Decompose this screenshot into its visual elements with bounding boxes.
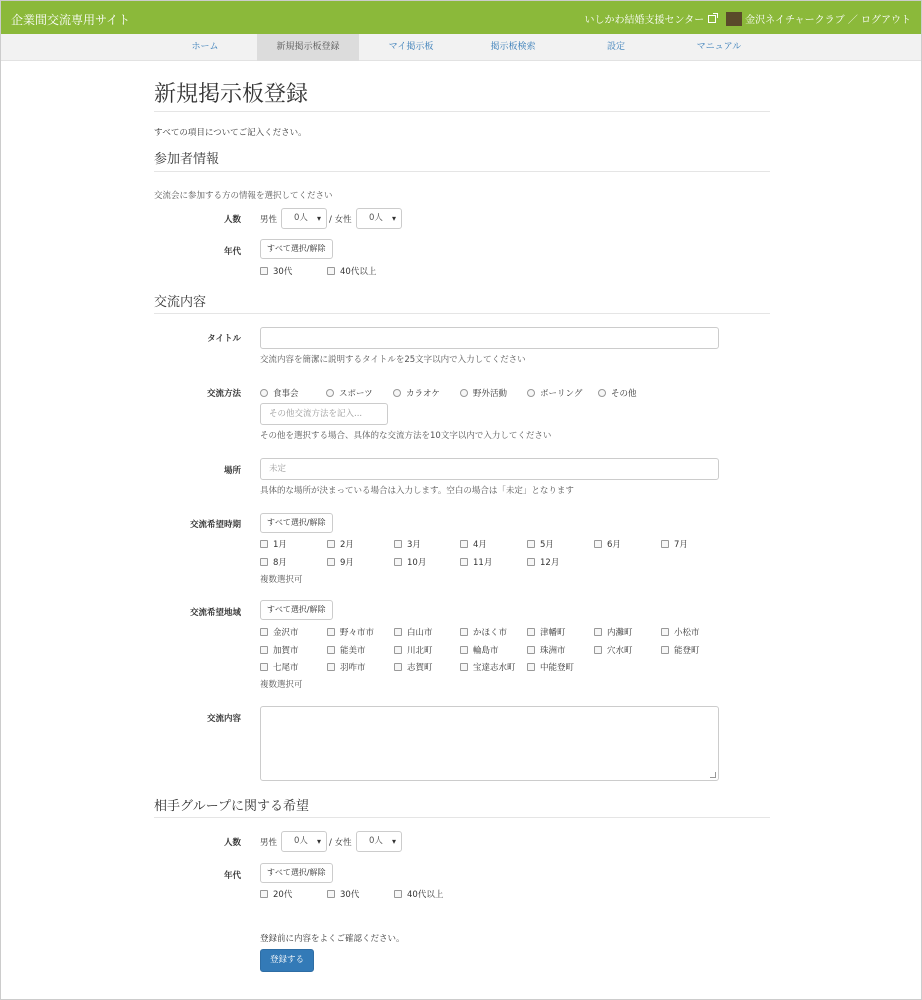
radio-circle[interactable] (598, 389, 606, 397)
partner-age-checkbox-40plus[interactable] (394, 888, 443, 900)
radio-label: スポーツ (339, 389, 373, 399)
partner-female-label: / 女性 (329, 838, 352, 848)
checkbox-box[interactable] (260, 890, 268, 898)
checkbox-box[interactable] (260, 558, 268, 566)
nav-my-board[interactable]: マイ掲示板 (388, 42, 434, 52)
title-input[interactable] (260, 327, 719, 349)
content-heading: 交流内容 (154, 295, 207, 310)
submit-button[interactable]: 登録する (260, 949, 314, 972)
radio-label: カラオケ (406, 389, 440, 399)
page-title: 新規掲示板登録 (154, 82, 309, 107)
checkbox-box[interactable] (527, 558, 535, 566)
checkbox-label: 30代 (340, 890, 360, 900)
radio-label: その他 (611, 389, 637, 399)
checkbox-box[interactable] (661, 540, 669, 548)
radio-circle[interactable] (326, 389, 334, 397)
divider (154, 171, 770, 172)
place-label: 場所 (223, 466, 241, 476)
divider (154, 313, 770, 314)
other-method-input[interactable]: その他交流方法を記入... (260, 403, 388, 425)
checkbox-box[interactable] (327, 558, 335, 566)
checkbox-label: 珠洲市 (540, 646, 566, 656)
checkbox-label: 2月 (340, 540, 354, 550)
checkbox-label: 7月 (674, 540, 688, 550)
area-checkbox[interactable] (594, 644, 633, 656)
checkbox-box[interactable] (394, 628, 402, 636)
radio-circle[interactable] (260, 389, 268, 397)
checkbox-label: 白山市 (407, 628, 433, 638)
area-checkbox[interactable] (460, 644, 499, 656)
checkbox-label: 中能登町 (540, 663, 575, 673)
area-checkbox[interactable] (460, 626, 507, 638)
month-checkbox[interactable] (394, 538, 421, 550)
checkbox-box[interactable] (394, 890, 402, 898)
checkbox-box[interactable] (460, 646, 468, 654)
top-bar (1, 1, 921, 34)
period-label: 交流希望時期 (189, 520, 241, 530)
checkbox-box[interactable] (594, 628, 602, 636)
age-checkbox-30s[interactable] (260, 265, 292, 277)
checkbox-label: 9月 (340, 558, 354, 568)
month-checkbox[interactable] (394, 556, 426, 568)
area-checkbox[interactable] (260, 644, 299, 656)
area-checkbox[interactable] (527, 626, 566, 638)
checkbox-label: 11月 (473, 558, 493, 568)
partner-age-label: 年代 (223, 871, 241, 881)
partner-age-checkbox-20s[interactable] (260, 888, 292, 900)
checkbox-box[interactable] (327, 646, 335, 654)
month-checkbox[interactable] (527, 538, 554, 550)
participants-desc: 交流会に参加する方の情報を選択してください (154, 191, 333, 201)
checkbox-box[interactable] (460, 628, 468, 636)
area-checkbox[interactable] (394, 626, 433, 638)
partner-female-count-select[interactable]: 0人 ▾ (356, 831, 402, 852)
checkbox-box[interactable] (594, 646, 602, 654)
title-label: タイトル (207, 334, 241, 344)
area-checkbox[interactable] (527, 661, 574, 673)
area-checkbox[interactable] (327, 626, 374, 638)
checkbox-box[interactable] (460, 558, 468, 566)
checkbox-label: 穴水町 (607, 646, 633, 656)
age-label: 年代 (223, 247, 241, 257)
checkbox-box[interactable] (527, 628, 535, 636)
checkbox-box[interactable] (327, 663, 335, 671)
checkbox-box[interactable] (327, 890, 335, 898)
method-radio-dinner[interactable] (260, 387, 299, 399)
area-checkbox[interactable] (661, 626, 700, 638)
female-count-select[interactable]: 0人 ▾ (356, 208, 402, 229)
checkbox-box[interactable] (327, 540, 335, 548)
checkbox-box[interactable] (260, 646, 268, 654)
checkbox-label: 川北町 (407, 646, 433, 656)
nav-manual[interactable]: マニュアル (696, 42, 742, 52)
radio-circle[interactable] (527, 389, 535, 397)
partner-male-count-select[interactable]: 0人 ▾ (281, 831, 327, 852)
checkbox-box[interactable] (594, 540, 602, 548)
checkbox-label: 志賀町 (407, 663, 433, 673)
radio-label: 食事会 (273, 389, 299, 399)
checkbox-label: 10月 (407, 558, 427, 568)
checkbox-label: 12月 (540, 558, 560, 568)
checkbox-box[interactable] (394, 663, 402, 671)
period-multi-note: 複数選択可 (260, 575, 303, 585)
radio-label: ボーリング (540, 389, 583, 399)
checkbox-label: 羽咋市 (340, 663, 366, 673)
nav-settings[interactable]: 設定 (606, 42, 625, 52)
nav-board-search[interactable]: 掲示板検索 (490, 42, 536, 52)
checkbox-label: 宝達志水町 (473, 663, 516, 673)
support-center-link[interactable]: いしかわ結婚支援センター (584, 15, 705, 26)
checkbox-label: 1月 (273, 540, 287, 550)
month-checkbox[interactable] (260, 538, 287, 550)
method-help: その他を選択する場合、具体的な交流方法を10文字以内で入力してください (260, 431, 552, 441)
month-checkbox[interactable] (661, 538, 688, 550)
partner-heading: 相手グループに関する希望 (154, 799, 309, 814)
checkbox-box[interactable] (661, 628, 669, 636)
main-nav (1, 34, 921, 61)
area-checkbox[interactable] (594, 626, 633, 638)
area-checkbox[interactable] (394, 661, 433, 673)
checkbox-label: 40代以上 (407, 890, 444, 900)
checkbox-label: 6月 (607, 540, 621, 550)
nav-new-board[interactable]: 新規掲示板登録 (257, 34, 359, 61)
detail-label: 交流内容 (206, 714, 241, 724)
checkbox-box[interactable] (460, 540, 468, 548)
area-checkbox[interactable] (661, 644, 700, 656)
checkbox-label: 能登町 (674, 646, 700, 656)
select-all-ages-button[interactable]: すべて選択/解除 (260, 239, 333, 259)
age-checkbox-40plus[interactable] (327, 265, 376, 277)
checkbox-label: 4月 (473, 540, 487, 550)
checkbox-box[interactable] (527, 540, 535, 548)
checkbox-label: 40代以上 (340, 267, 377, 277)
checkbox-label: 8月 (273, 558, 287, 568)
partner-select-all-ages-button[interactable]: すべて選択/解除 (260, 863, 333, 883)
checkbox-box[interactable] (327, 628, 335, 636)
participants-heading: 参加者情報 (154, 152, 220, 167)
top-bar-right (585, 11, 911, 26)
month-checkbox[interactable] (527, 556, 559, 568)
method-radio-bowling[interactable] (527, 387, 582, 399)
checkbox-box[interactable] (460, 663, 468, 671)
confirm-note: 登録前に内容をよくご確認ください。 (260, 934, 405, 944)
month-checkbox[interactable] (460, 556, 492, 568)
checkbox-box[interactable] (260, 663, 268, 671)
area-checkbox[interactable] (460, 661, 516, 673)
checkbox-box[interactable] (327, 267, 335, 275)
select-all-areas-button[interactable]: すべて選択/解除 (260, 600, 333, 620)
checkbox-label: 20代 (273, 890, 293, 900)
method-radio-outdoor[interactable] (460, 387, 507, 399)
select-all-months-button[interactable]: すべて選択/解除 (260, 513, 333, 533)
method-radio-sports[interactable] (326, 387, 373, 399)
area-checkbox[interactable] (327, 661, 366, 673)
user-logout-link[interactable]: 金沢ネイチャークラブ ／ ログアウト (745, 15, 911, 26)
area-checkbox[interactable] (260, 626, 299, 638)
checkbox-box[interactable] (661, 646, 669, 654)
area-checkbox[interactable] (394, 644, 433, 656)
avatar (726, 12, 742, 26)
title-help: 交流内容を簡潔に説明するタイトルを25文字以内で入力してください (260, 355, 526, 365)
male-label: 男性 (260, 215, 278, 225)
checkbox-box[interactable] (527, 663, 535, 671)
month-checkbox[interactable] (460, 538, 487, 550)
checkbox-label: 3月 (407, 540, 421, 550)
area-checkbox[interactable] (327, 644, 366, 656)
method-radio-other[interactable] (598, 387, 637, 399)
partner-age-checkbox-30s[interactable] (327, 888, 359, 900)
checkbox-label: かほく市 (473, 628, 508, 638)
radio-circle[interactable] (393, 389, 401, 397)
month-checkbox[interactable] (260, 556, 287, 568)
checkbox-label: 津幡町 (540, 628, 566, 638)
female-label: / 女性 (329, 215, 352, 225)
partner-count-label: 人数 (223, 838, 241, 848)
external-link-icon (708, 15, 716, 23)
checkbox-label: 七尾市 (273, 663, 299, 673)
area-checkbox[interactable] (260, 661, 299, 673)
checkbox-box[interactable] (394, 646, 402, 654)
count-label: 人数 (223, 215, 241, 225)
checkbox-label: 金沢市 (273, 628, 299, 638)
checkbox-label: 内灘町 (607, 628, 633, 638)
site-brand[interactable]: 企業間交流専用サイト (11, 13, 131, 27)
checkbox-box[interactable] (394, 540, 402, 548)
checkbox-box[interactable] (260, 540, 268, 548)
checkbox-label: 野々市市 (340, 628, 375, 638)
checkbox-box[interactable] (260, 628, 268, 636)
month-checkbox[interactable] (594, 538, 621, 550)
area-checkbox[interactable] (527, 644, 566, 656)
intro-text: すべての項目についてご記入ください。 (154, 128, 307, 138)
checkbox-label: 輪島市 (473, 646, 499, 656)
place-help: 具体的な場所が決まっている場合は入力します。空白の場合は「未定」となります (260, 486, 574, 496)
month-checkbox[interactable] (327, 556, 354, 568)
method-radio-karaoke[interactable] (393, 387, 440, 399)
method-label: 交流方法 (206, 389, 241, 399)
checkbox-box[interactable] (527, 646, 535, 654)
radio-label: 野外活動 (473, 389, 508, 399)
checkbox-box[interactable] (260, 267, 268, 275)
checkbox-label: 5月 (540, 540, 554, 550)
month-checkbox[interactable] (327, 538, 354, 550)
nav-home[interactable]: ホーム (191, 42, 219, 52)
area-label: 交流希望地域 (189, 608, 241, 618)
radio-circle[interactable] (460, 389, 468, 397)
checkbox-label: 能美市 (340, 646, 366, 656)
checkbox-box[interactable] (394, 558, 402, 566)
checkbox-label: 加賀市 (273, 646, 299, 656)
resize-handle[interactable] (710, 772, 716, 778)
detail-textarea[interactable] (260, 706, 719, 781)
divider (154, 111, 770, 112)
partner-male-label: 男性 (260, 838, 278, 848)
male-count-select[interactable]: 0人 ▾ (281, 208, 327, 229)
checkbox-label: 30代 (273, 267, 293, 277)
area-multi-note: 複数選択可 (260, 680, 303, 690)
checkbox-label: 小松市 (674, 628, 700, 638)
place-input[interactable]: 未定 (260, 458, 719, 480)
divider (154, 817, 770, 818)
